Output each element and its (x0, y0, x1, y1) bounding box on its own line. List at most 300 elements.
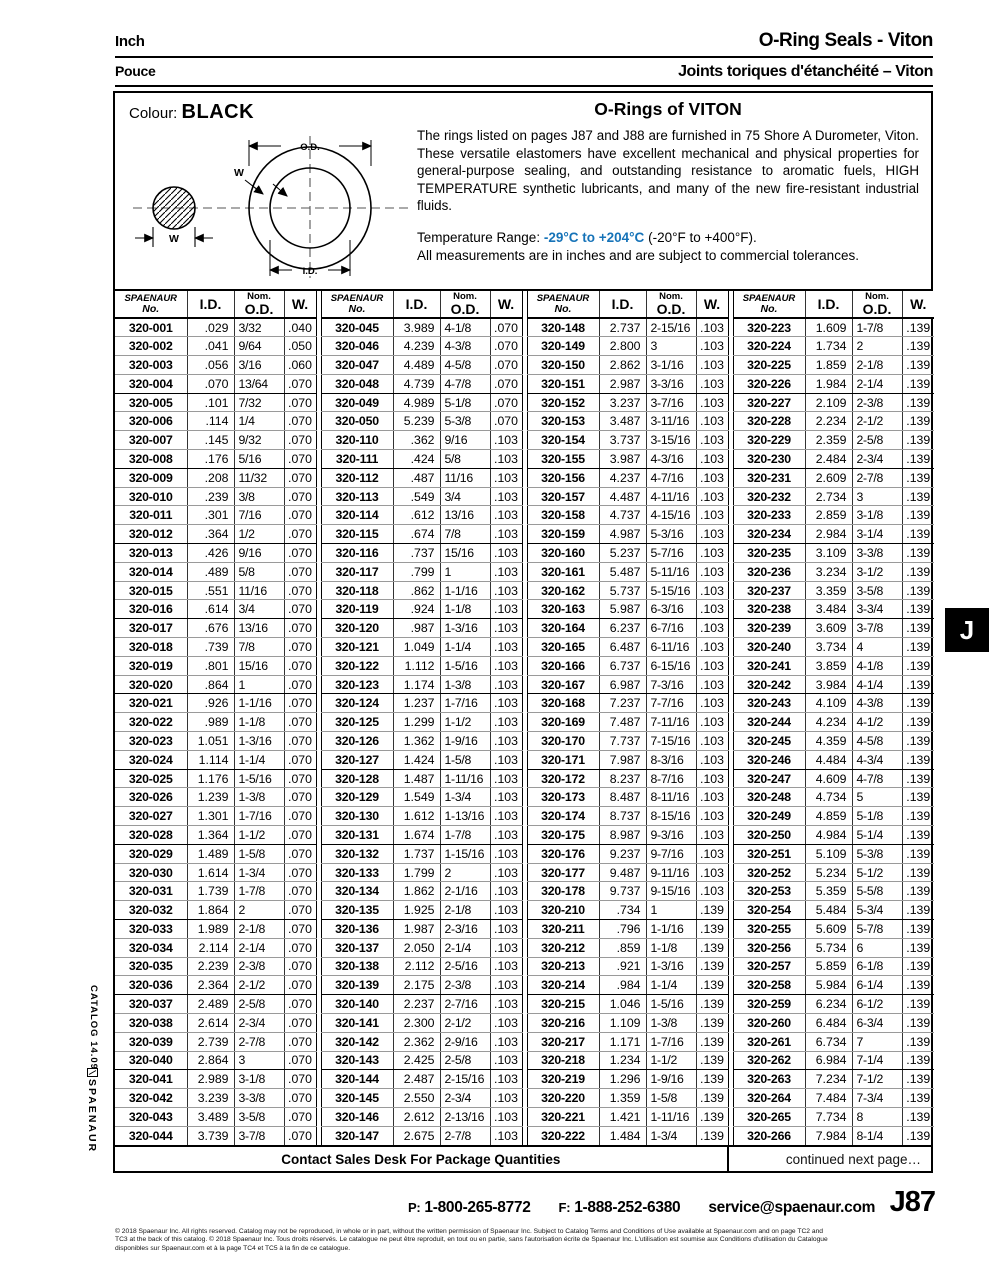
w-value: .139 (902, 882, 934, 901)
table-row (115, 468, 316, 487)
od-value: 2-1/8 (234, 920, 284, 939)
w-value: .139 (902, 920, 934, 939)
table-row (115, 1089, 316, 1108)
w-label: W (234, 167, 244, 179)
id-value: 1.424 (393, 750, 440, 769)
od-value: 4-7/8 (440, 374, 490, 393)
od-value: 4-15/16 (646, 506, 696, 525)
od-value: 11/16 (234, 581, 284, 600)
table-row (321, 901, 522, 920)
id-value: 2.114 (187, 938, 234, 957)
od-value: 2-7/8 (852, 468, 902, 487)
w-value: .139 (902, 450, 934, 469)
w-value: .139 (902, 1107, 934, 1126)
od-value: 9/16 (440, 431, 490, 450)
table-row (733, 450, 934, 469)
od-value: 2-15/16 (440, 1070, 490, 1089)
od-value: 8-1/4 (852, 1126, 902, 1145)
table-row (321, 544, 522, 563)
id-value: .208 (187, 468, 234, 487)
id-value: .145 (187, 431, 234, 450)
id-value: 1.734 (805, 337, 852, 356)
measurement-note: All measurements are in inches and are subject to commercial tolerances. (417, 247, 859, 263)
id-value: 1.484 (599, 1126, 646, 1145)
part-no: 320-149 (527, 337, 599, 356)
part-no: 320-234 (733, 525, 805, 544)
table-row (527, 393, 728, 412)
table-row (321, 882, 522, 901)
id-value: 2.300 (393, 1013, 440, 1032)
part-no: 320-156 (527, 468, 599, 487)
od-value: 1-1/4 (440, 638, 490, 657)
w-value: .139 (696, 1032, 728, 1051)
part-no: 320-224 (733, 337, 805, 356)
od-value: 8-15/16 (646, 807, 696, 826)
od-value: 5-1/8 (440, 393, 490, 412)
id-value: 2.734 (805, 487, 852, 506)
id-value: 7.984 (805, 1126, 852, 1145)
part-no: 320-155 (527, 450, 599, 469)
id-value: 3.239 (187, 1089, 234, 1108)
od-value: 3-5/8 (234, 1107, 284, 1126)
table-row (527, 1107, 728, 1126)
part-no: 320-172 (527, 769, 599, 788)
id-value: 5.609 (805, 920, 852, 939)
id-value: 3.359 (805, 581, 852, 600)
part-no: 320-151 (527, 374, 599, 393)
table-row (321, 506, 522, 525)
part-no: 320-034 (115, 938, 187, 957)
od-value: 2-1/4 (440, 938, 490, 957)
part-no: 320-178 (527, 882, 599, 901)
part-no: 320-235 (733, 544, 805, 563)
id-value: 5.239 (393, 412, 440, 431)
table-row (733, 995, 934, 1014)
id-value: .426 (187, 544, 234, 563)
table-row (321, 844, 522, 863)
w-value: .103 (696, 675, 728, 694)
id-value: 2.614 (187, 1013, 234, 1032)
part-no: 320-165 (527, 638, 599, 657)
w-value: .139 (902, 1051, 934, 1070)
part-no: 320-011 (115, 506, 187, 525)
part-no: 320-128 (321, 769, 393, 788)
w-value: .103 (490, 769, 522, 788)
id-value: .987 (393, 619, 440, 638)
id-value: .984 (599, 976, 646, 995)
table-row (733, 1051, 934, 1070)
part-no: 320-263 (733, 1070, 805, 1089)
od-value: 3-1/8 (852, 506, 902, 525)
w-value: .139 (696, 976, 728, 995)
id-value: 1.925 (393, 901, 440, 920)
od-value: 2-3/16 (440, 920, 490, 939)
part-no: 320-246 (733, 750, 805, 769)
id-value: .799 (393, 562, 440, 581)
table-row (527, 656, 728, 675)
w-value: .139 (696, 938, 728, 957)
id-value: 4.484 (805, 750, 852, 769)
table-row (115, 1107, 316, 1126)
contact-line (408, 1199, 875, 1217)
table-row (733, 318, 934, 337)
table-row (321, 807, 522, 826)
w-value: .139 (902, 412, 934, 431)
part-no: 320-023 (115, 732, 187, 751)
od-value: 3-1/2 (852, 562, 902, 581)
table-row (115, 694, 316, 713)
part-no: 320-046 (321, 337, 393, 356)
table-row (321, 656, 522, 675)
part-no: 320-169 (527, 713, 599, 732)
col-header-w: W. (284, 291, 316, 318)
id-value: 1.612 (393, 807, 440, 826)
w-value: .139 (696, 901, 728, 920)
catalog-edition-vertical-label: CATALOG 14.09 (88, 985, 99, 1070)
od-value: 7-1/2 (852, 1070, 902, 1089)
table-row (527, 957, 728, 976)
table-row (527, 1032, 728, 1051)
w-value: .139 (902, 1032, 934, 1051)
od-value: 7 (852, 1032, 902, 1051)
table-row (733, 600, 934, 619)
w-value: .070 (284, 732, 316, 751)
table-row (733, 1089, 934, 1108)
id-value: 5.484 (805, 901, 852, 920)
part-no: 320-242 (733, 675, 805, 694)
part-no: 320-036 (115, 976, 187, 995)
part-no: 320-041 (115, 1070, 187, 1089)
w-value: .139 (902, 863, 934, 882)
od-value: 8-7/16 (646, 769, 696, 788)
table-row (527, 938, 728, 957)
od-value: 2-3/8 (440, 976, 490, 995)
part-no: 320-020 (115, 675, 187, 694)
part-no: 320-110 (321, 431, 393, 450)
od-value: 1 (646, 901, 696, 920)
w-value: .103 (490, 807, 522, 826)
table-row (321, 619, 522, 638)
od-value: 3-1/8 (234, 1070, 284, 1089)
part-no: 320-030 (115, 863, 187, 882)
part-no: 320-168 (527, 694, 599, 713)
table-row (733, 750, 934, 769)
w-value: .070 (284, 995, 316, 1014)
od-value: 4-1/8 (852, 656, 902, 675)
w-value: .103 (490, 656, 522, 675)
w-value: .139 (902, 356, 934, 375)
od-value: 1-7/8 (234, 882, 284, 901)
part-no: 320-022 (115, 713, 187, 732)
od-value: 2-3/4 (852, 450, 902, 469)
id-value: 3.487 (599, 412, 646, 431)
table-footer-bar (115, 1145, 931, 1171)
od-value: 3/32 (234, 318, 284, 337)
od-value: 3-3/4 (852, 600, 902, 619)
table-row (321, 468, 522, 487)
id-value: 5.359 (805, 882, 852, 901)
fax-label: F: (558, 1200, 571, 1215)
od-value: 1-5/8 (440, 750, 490, 769)
w-value: .139 (902, 600, 934, 619)
table-row (733, 920, 934, 939)
od-value: 2 (852, 337, 902, 356)
id-value: 2.864 (187, 1051, 234, 1070)
part-no: 320-153 (527, 412, 599, 431)
part-no: 320-215 (527, 995, 599, 1014)
table-row (115, 957, 316, 976)
w-value: .070 (490, 412, 522, 431)
w-value: .103 (696, 694, 728, 713)
id-value: 4.487 (599, 487, 646, 506)
part-no: 320-163 (527, 600, 599, 619)
id-value: 2.859 (805, 506, 852, 525)
id-value: 6.737 (599, 656, 646, 675)
part-no: 320-139 (321, 976, 393, 995)
od-value: 1-9/16 (646, 1070, 696, 1089)
part-no: 320-138 (321, 957, 393, 976)
table-row (321, 412, 522, 431)
w-value: .139 (902, 1089, 934, 1108)
od-value: 6-1/2 (852, 995, 902, 1014)
part-no: 320-260 (733, 1013, 805, 1032)
w-value: .103 (490, 450, 522, 469)
od-value: 2-1/16 (440, 882, 490, 901)
w-value: .103 (490, 487, 522, 506)
id-value: 5.734 (805, 938, 852, 957)
table-row (733, 356, 934, 375)
w-value: .070 (284, 412, 316, 431)
id-value: 8.237 (599, 769, 646, 788)
part-no: 320-125 (321, 713, 393, 732)
id-value: 2.050 (393, 938, 440, 957)
w-value: .103 (696, 656, 728, 675)
w-value: .103 (696, 374, 728, 393)
od-value: 1-1/16 (646, 920, 696, 939)
id-value: 4.109 (805, 694, 852, 713)
od-value: 1-5/16 (234, 769, 284, 788)
id-value: .921 (599, 957, 646, 976)
od-value: 2-1/2 (440, 1013, 490, 1032)
table-row (321, 788, 522, 807)
id-value: 9.237 (599, 844, 646, 863)
id-value: .239 (187, 487, 234, 506)
w-value: .070 (284, 957, 316, 976)
table-row (321, 1126, 522, 1145)
w-value: .103 (490, 1107, 522, 1126)
id-value: .924 (393, 600, 440, 619)
od-value: 1 (234, 675, 284, 694)
part-no: 320-221 (527, 1107, 599, 1126)
id-value: .070 (187, 374, 234, 393)
w-value: .103 (490, 750, 522, 769)
part-no: 320-120 (321, 619, 393, 638)
w-value: .139 (902, 431, 934, 450)
w-value: .139 (696, 995, 728, 1014)
part-no: 320-144 (321, 1070, 393, 1089)
id-value: 7.987 (599, 750, 646, 769)
od-value: 1-1/8 (234, 713, 284, 732)
w-value: .103 (696, 638, 728, 657)
part-no: 320-132 (321, 844, 393, 863)
w-value: .103 (490, 995, 522, 1014)
part-no: 320-219 (527, 1070, 599, 1089)
w-value: .103 (490, 1032, 522, 1051)
table-row (115, 412, 316, 431)
table-row (321, 581, 522, 600)
w-value: .070 (284, 656, 316, 675)
od-value: 1-13/16 (440, 807, 490, 826)
id-value: .549 (393, 487, 440, 506)
w-value: .070 (284, 976, 316, 995)
od-value: 2-5/8 (440, 1051, 490, 1070)
temperature-range-celsius: -29°C to +204°C (543, 229, 645, 245)
id-value: 5.234 (805, 863, 852, 882)
table-row (115, 356, 316, 375)
w-value: .070 (284, 901, 316, 920)
part-no: 320-136 (321, 920, 393, 939)
od-value: 1-3/16 (646, 957, 696, 976)
table-row (115, 562, 316, 581)
part-no: 320-044 (115, 1126, 187, 1145)
unit-label-inch: Inch (115, 33, 145, 50)
id-value: 4.739 (393, 374, 440, 393)
w-value: .070 (284, 525, 316, 544)
oring-table-group-4 (733, 291, 935, 1145)
table-row (733, 694, 934, 713)
table-row (733, 901, 934, 920)
od-value: 13/64 (234, 374, 284, 393)
part-no: 320-021 (115, 694, 187, 713)
od-value: 1-15/16 (440, 844, 490, 863)
part-no: 320-029 (115, 844, 187, 863)
id-value: .926 (187, 694, 234, 713)
od-value: 2-5/16 (440, 957, 490, 976)
od-value: 6 (852, 938, 902, 957)
w-value: .139 (902, 769, 934, 788)
part-no: 320-147 (321, 1126, 393, 1145)
od-value: 6-15/16 (646, 656, 696, 675)
w-value: .139 (696, 1070, 728, 1089)
id-value: 3.739 (187, 1126, 234, 1145)
w-value: .070 (284, 920, 316, 939)
part-no: 320-237 (733, 581, 805, 600)
id-value: .114 (187, 412, 234, 431)
id-value: 2.359 (805, 431, 852, 450)
id-value: 1.674 (393, 826, 440, 845)
table-row (115, 1126, 316, 1145)
part-no: 320-027 (115, 807, 187, 826)
w-value: .103 (696, 863, 728, 882)
od-value: 2-15/16 (646, 318, 696, 337)
w-value: .103 (490, 562, 522, 581)
w-value: .139 (902, 675, 934, 694)
od-value: 1-3/4 (440, 788, 490, 807)
part-no: 320-016 (115, 600, 187, 619)
table-row (527, 1013, 728, 1032)
part-no: 320-119 (321, 600, 393, 619)
part-no: 320-253 (733, 882, 805, 901)
w-value: .070 (284, 506, 316, 525)
id-value: 2.484 (805, 450, 852, 469)
w-value: .103 (490, 938, 522, 957)
table-row (527, 863, 728, 882)
table-row (733, 1126, 934, 1145)
table-row (115, 863, 316, 882)
table-row (321, 1013, 522, 1032)
id-value: 1.421 (599, 1107, 646, 1126)
table-row (527, 713, 728, 732)
table-row (321, 694, 522, 713)
table-row (115, 656, 316, 675)
table-row (733, 581, 934, 600)
table-row (115, 675, 316, 694)
table-row (527, 1126, 728, 1145)
col-header-id: I.D. (187, 291, 234, 318)
id-value: 1.737 (393, 844, 440, 863)
od-value: 1-1/2 (234, 826, 284, 845)
w-value: .103 (696, 788, 728, 807)
part-no: 320-028 (115, 826, 187, 845)
w-value: .070 (284, 1070, 316, 1089)
od-value: 7-11/16 (646, 713, 696, 732)
od-label: O.D. (300, 142, 320, 153)
id-value: 1.112 (393, 656, 440, 675)
od-value: 4-7/16 (646, 468, 696, 487)
id-value: 8.987 (599, 826, 646, 845)
oring-table-group-1 (115, 291, 317, 1145)
w-value: .139 (902, 337, 934, 356)
w-value: .103 (696, 769, 728, 788)
content-box (113, 91, 933, 1173)
part-no: 320-032 (115, 901, 187, 920)
od-value: 1-7/16 (440, 694, 490, 713)
w-value: .103 (696, 525, 728, 544)
table-row (733, 393, 934, 412)
col-header-od: Nom. O.D. (440, 291, 490, 318)
part-no: 320-001 (115, 318, 187, 337)
od-value: 2 (440, 863, 490, 882)
w-value: .103 (490, 713, 522, 732)
part-no: 320-015 (115, 581, 187, 600)
table-row (321, 976, 522, 995)
w-value: .139 (902, 1070, 934, 1089)
id-value: 4.984 (805, 826, 852, 845)
part-no: 320-002 (115, 337, 187, 356)
id-value: 2.364 (187, 976, 234, 995)
table-row (527, 318, 728, 337)
id-value: 9.737 (599, 882, 646, 901)
w-value: .103 (696, 337, 728, 356)
part-no: 320-033 (115, 920, 187, 939)
od-value: 1-1/2 (646, 1051, 696, 1070)
id-value: 3.734 (805, 638, 852, 657)
id-value: 1.046 (599, 995, 646, 1014)
table-row (321, 638, 522, 657)
w-value: .103 (490, 844, 522, 863)
id-value: 6.484 (805, 1013, 852, 1032)
part-no: 320-117 (321, 562, 393, 581)
od-value: 3-1/4 (852, 525, 902, 544)
part-no: 320-012 (115, 525, 187, 544)
part-no: 320-216 (527, 1013, 599, 1032)
part-no: 320-230 (733, 450, 805, 469)
w-value: .139 (902, 732, 934, 751)
table-row (733, 769, 934, 788)
w-value: .070 (284, 863, 316, 882)
part-no: 320-146 (321, 1107, 393, 1126)
temperature-range-fahrenheit: (-20°F to +400°F). (648, 229, 757, 245)
